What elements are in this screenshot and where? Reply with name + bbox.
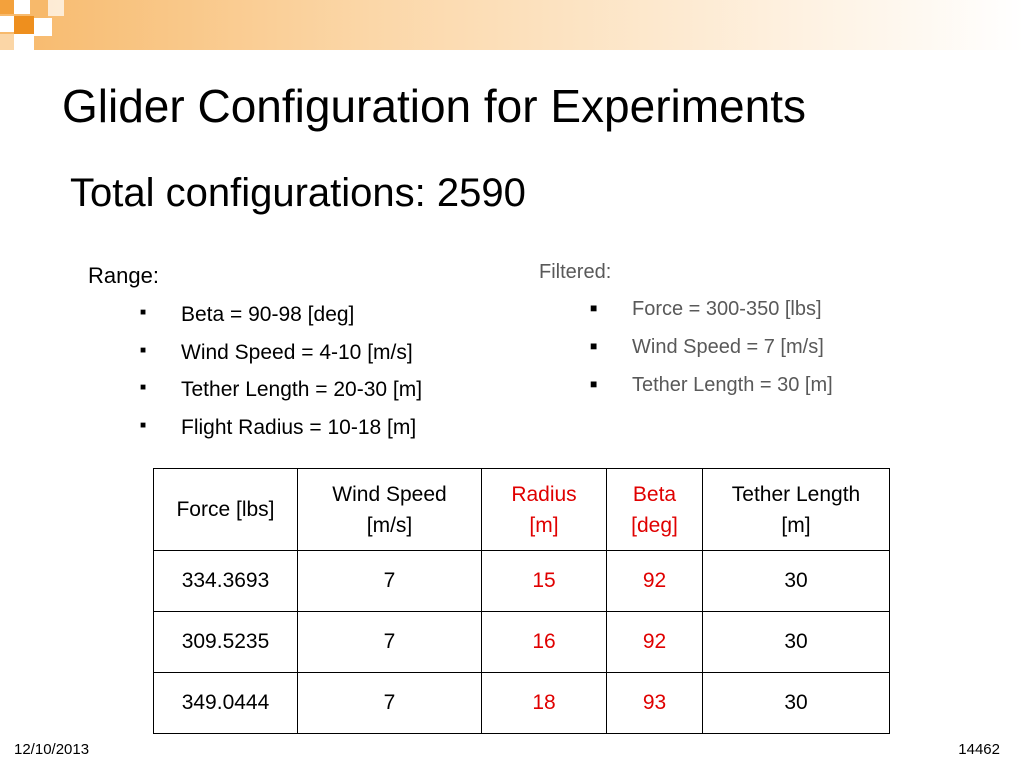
table-row	[154, 673, 890, 734]
square-bullet-icon: ■	[590, 338, 598, 353]
cell-beta: 92	[607, 612, 703, 673]
square-bullet-icon: ■	[140, 307, 147, 319]
cell-tether-length: 30	[703, 612, 890, 673]
list-item	[140, 375, 422, 413]
decor-square	[14, 34, 34, 50]
list-item	[590, 332, 833, 370]
decor-square	[0, 16, 14, 32]
footer-slide-number: 14462	[958, 741, 1000, 758]
header-unit: [m/s]	[366, 513, 413, 537]
cell-radius: 18	[482, 673, 607, 734]
table-row	[154, 612, 890, 673]
list-item	[590, 294, 833, 332]
slide-subtitle: Total configurations: 2590	[70, 171, 526, 215]
table-header-row	[154, 469, 890, 551]
square-bullet-icon: ■	[590, 376, 598, 391]
footer-date: 12/10/2013	[14, 741, 90, 758]
header-unit: [m]	[529, 513, 559, 537]
range-heading: Range:	[88, 263, 159, 288]
square-bullet-icon: ■	[140, 382, 147, 394]
header-wind-speed	[298, 469, 482, 551]
top-decoration-bar	[0, 0, 1024, 50]
list-item	[140, 413, 422, 451]
decor-square	[0, 0, 14, 14]
cell-wind-speed: 7	[298, 673, 482, 734]
table-row	[154, 551, 890, 612]
cell-force: 349.0444	[154, 673, 298, 734]
header-label: Wind Speed	[332, 482, 447, 506]
decor-square	[48, 0, 64, 16]
range-item-tether-length: Tether Length = 20-30 [m]	[181, 378, 423, 401]
header-radius	[482, 469, 607, 551]
cell-wind-speed: 7	[298, 612, 482, 673]
cell-force: 334.3693	[154, 551, 298, 612]
decor-square	[14, 16, 34, 34]
header-tether-length	[703, 469, 890, 551]
list-item	[140, 300, 422, 338]
square-bullet-icon: ■	[590, 300, 598, 315]
cell-tether-length: 30	[703, 673, 890, 734]
configuration-table	[153, 468, 890, 734]
filtered-item-tether-length: Tether Length = 30 [m]	[632, 374, 833, 396]
filtered-list	[590, 294, 833, 408]
header-label: Radius	[511, 482, 577, 506]
cell-force: 309.5235	[154, 612, 298, 673]
filtered-item-force: Force = 300-350 [lbs]	[632, 298, 822, 320]
cell-wind-speed: 7	[298, 551, 482, 612]
cell-tether-length: 30	[703, 551, 890, 612]
list-item	[140, 338, 422, 376]
header-unit: [deg]	[631, 513, 678, 537]
header-label: Beta	[632, 482, 677, 506]
header-force	[154, 469, 298, 551]
cell-beta: 93	[607, 673, 703, 734]
header-label: Force [lbs]	[176, 498, 275, 521]
square-bullet-icon: ■	[140, 344, 147, 356]
header-beta	[607, 469, 703, 551]
header-label: Tether Length	[731, 482, 861, 506]
cell-radius: 16	[482, 612, 607, 673]
square-bullet-icon: ■	[140, 419, 147, 431]
filtered-heading: Filtered:	[539, 261, 612, 283]
header-unit: [m]	[781, 513, 811, 537]
cell-radius: 15	[482, 551, 607, 612]
decor-square	[34, 18, 52, 36]
range-list	[140, 300, 422, 450]
cell-beta: 92	[607, 551, 703, 612]
list-item	[590, 370, 833, 408]
filtered-item-wind-speed: Wind Speed = 7 [m/s]	[632, 336, 824, 358]
range-item-beta: Beta = 90-98 [deg]	[181, 303, 355, 326]
range-item-flight-radius: Flight Radius = 10-18 [m]	[181, 415, 417, 439]
slide-title: Glider Configuration for Experiments	[62, 80, 806, 132]
decor-square	[0, 34, 14, 50]
range-item-wind-speed: Wind Speed = 4-10 [m/s]	[181, 340, 413, 364]
